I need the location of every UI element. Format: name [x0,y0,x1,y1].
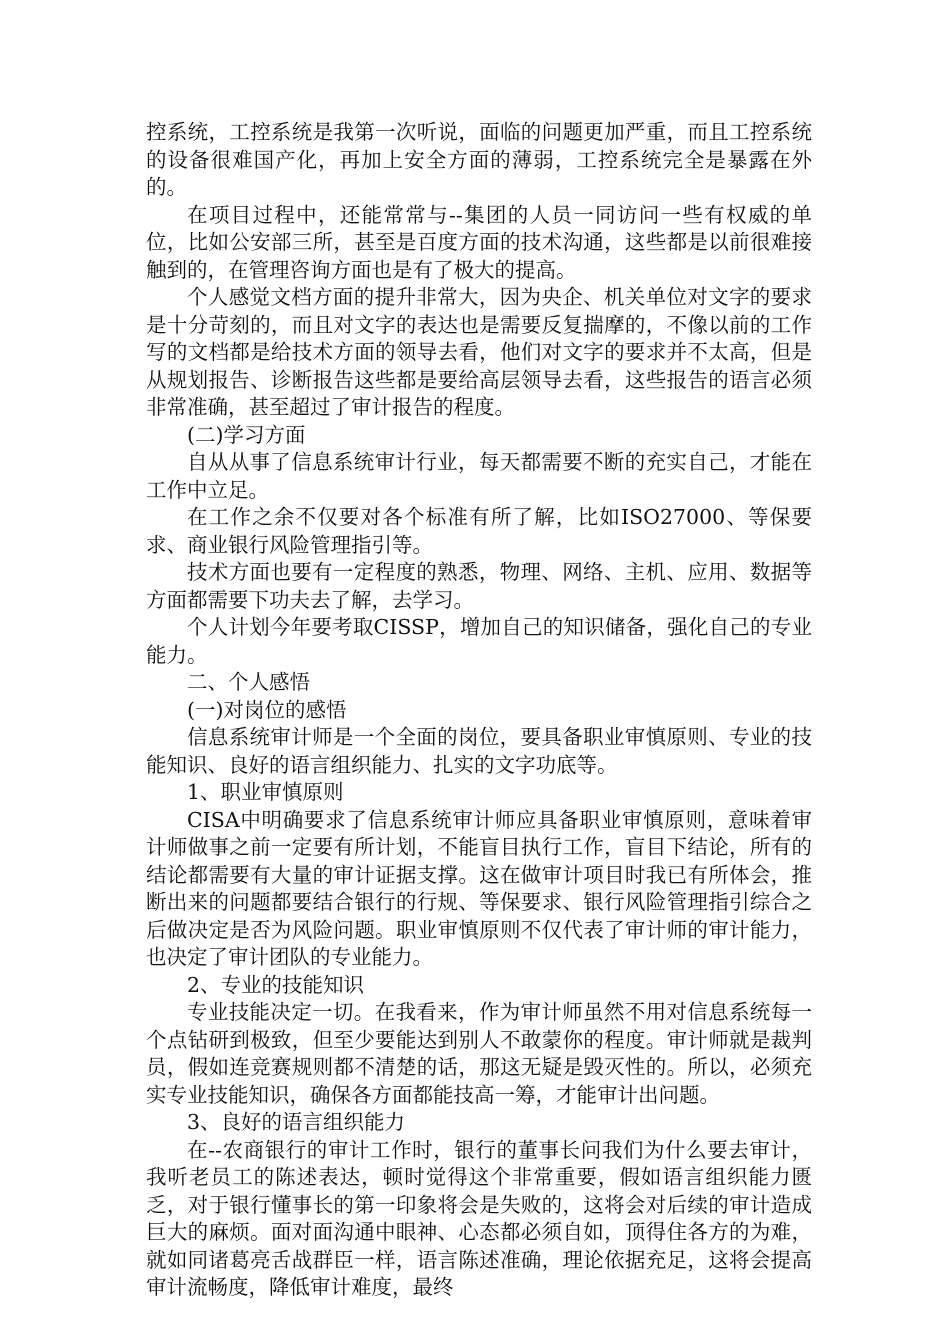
heading-study: (二)学习方面 [187,422,306,447]
paragraph-11: 信息系统审计师是一个全面的岗位，要具备职业审慎原则、专业的技能知识、良好的语言组织能力、扎实的文字功底等。 [146,725,812,777]
paragraph-15: 专业技能决定一切。在我看来，作为审计师虽然不用对信息系统每一个点钻研到极致，但至少要能达到别人不敢蒙你的程度。审计师就是裁判员，假如连竞赛规则都不清楚的话，那这无疑是毁灭性的。所以，必须充实专业技能知识，确保各方面都能技高一筹，才能审计出问题。 [146,1000,812,1107]
paragraph-13: CISA中明确要求了信息系统审计师应具备职业审慎原则，意味着审计师做事之前一定要有所计划，不能盲目执行工作，盲目下结论，所有的结论都需要有大量的审计证据支撑。这在做审计项目时我已有所体会，推断出来的问题都要结合银行的行规、等保要求、银行风险管理指引综合之后做决定是否为风险问题。职业审慎原则不仅代表了审计师的审计能力，也决定了审计团队的专业能力。 [146,807,812,969]
heading-language: 3、良好的语言组织能力 [187,1110,406,1134]
document-page [146,119,812,1302]
heading-skills: 2、专业的技能知识 [187,972,365,997]
paragraph-8: 个人计划今年要考取CISSP，增加自己的知识储备，强化自己的专业能力。 [146,615,812,667]
paragraph-2: 在项目过程中，还能常常与--集团的人员一同访问一些有权威的单位，比如公安部三所，甚至是百度方面的技术沟通，这些都是以前很难接触到的，在管理咨询方面也是有了极大的提高。 [146,202,812,282]
paragraph-6: 在工作之余不仅要对各个标准有所了解，比如ISO27000、等保要求、商业银行风险管理指引等。 [146,505,812,557]
heading-position: (一)对岗位的感悟 [187,697,347,722]
paragraph-1: 控系统，工控系统是我第一次听说，面临的问题更加严重，而且工控系统的设备很难国产化，再加上安全方面的薄弱，工控系统完全是暴露在外的。 [146,120,812,199]
heading-prudence: 1、职业审慎原则 [187,780,344,804]
paragraph-3: 个人感觉文档方面的提升非常大，因为央企、机关单位对文字的要求是十分苛刻的，而且对文字的表达也是需要反复揣摩的，不像以前的工作写的文档都是给技术方面的领导去看，他们对文字的要求并不太高，但是从规划报告、诊断报告这些都是要给高层领导去看，这些报告的语言必须非常准确，甚至超过了审计报告的程度。 [146,285,812,419]
paragraph-17: 在--农商银行的审计工作时，银行的董事长问我们为什么要去审计，我听老员工的陈述表达，顿时觉得这个非常重要，假如语言组织能力匮乏，对于银行懂事长的第一印象将会是失败的，这将会对后续的审计造成巨大的麻烦。面对面沟通中眼神、心态都必须自如，顶得住各方的为难，就如同诸葛亮舌战群臣一样，语言陈述准确，理论依据充足，这将会提高审计流畅度，降低审计难度，最终 [146,1137,812,1299]
heading-personal-insights: 二、个人感悟 [187,670,310,694]
paragraph-5: 自从从事了信息系统审计行业，每天都需要不断的充实自己，才能在工作中立足。 [146,450,812,502]
paragraph-7: 技术方面也要有一定程度的熟悉，物理、网络、主机、应用、数据等方面都需要下功夫去了解，去学习。 [146,560,812,612]
